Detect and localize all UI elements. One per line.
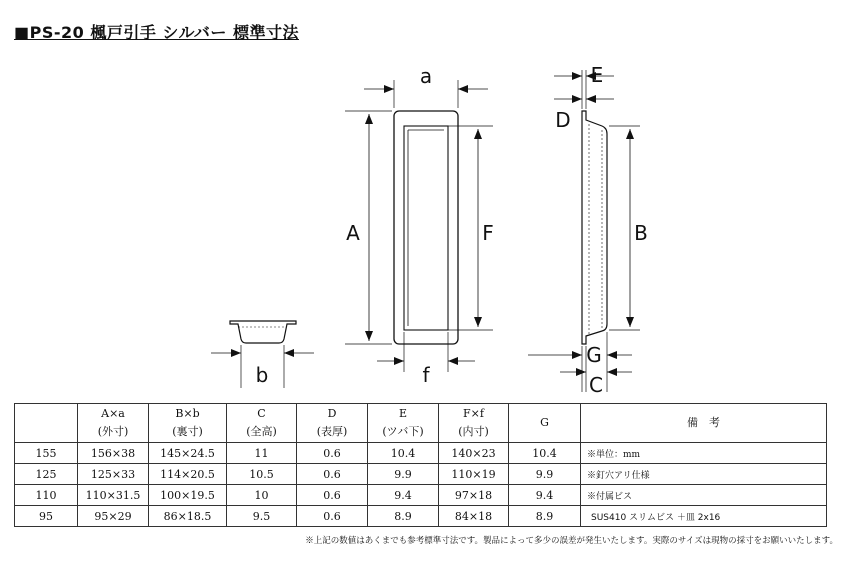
label-F: F [482,221,494,245]
label-G: G [586,343,602,367]
dim-b [211,345,314,388]
header-G: G [509,404,581,443]
dim-a [364,64,488,108]
note-screw-spec: SUS410 スリムビス ＋皿 2x16 [581,506,827,527]
label-B: B [634,221,648,245]
inner-recess-outline [404,126,448,330]
table-header-row [15,404,827,443]
label-D: D [555,108,571,132]
footnote: ※上記の数値はあくまでも参考標準寸法です。製品によって多少の誤差が発生いたします。実際のサイズは現物の採寸をお願いいたします。 [305,536,838,546]
table-row: 125 125×33 114×20.5 10.5 0.6 9.9 110×19 9.9 ※釘穴アリ仕様 [15,464,827,485]
side-profile [582,111,607,344]
header-D: D (表厚) [297,404,368,443]
label-a: a [419,64,433,88]
label-C: C [589,373,603,397]
dim-G [528,332,632,392]
front-view [345,64,494,387]
end-view [211,321,314,388]
label-E: E [590,63,604,87]
dim-E [554,63,614,109]
end-profile [230,321,296,343]
header-C: C (全高) [227,404,297,443]
header-Ff: F×f (内寸) [439,404,509,443]
dim-D [554,99,614,132]
label-A: A [346,221,360,245]
header-notes: 備 考 [581,404,827,443]
dim-F [448,126,494,330]
table-row: 110 110×31.5 100×19.5 10 0.6 9.4 97×18 9.4 ※付属ビス [15,485,827,506]
header-Bb: B×b (裏寸) [149,404,227,443]
label-f: f [422,363,430,387]
table-row: 155 156×38 145×24.5 11 0.6 10.4 140×23 10.4 ※単位：mm [15,443,827,464]
spec-table [14,403,827,527]
note-screws: ※付属ビス [581,485,827,506]
note-unit: ※単位：mm [581,443,827,464]
dim-B [609,126,648,330]
side-view [528,63,648,397]
table-row: 95 95×29 86×18.5 9.5 0.6 8.9 84×18 8.9 SUS410 スリムビス ＋皿 2x16 [15,506,827,527]
label-b: b [255,363,269,387]
dim-A [345,111,392,344]
header-Aa: A×a (外寸) [78,404,149,443]
header-E: E (ツバ下) [368,404,439,443]
dim-f [377,332,475,387]
page-title: ■PS-20 楓戸引手 シルバー 標準寸法 [14,23,299,42]
header-size [15,404,78,443]
note-nail-holes: ※釘穴アリ仕様 [581,464,827,485]
